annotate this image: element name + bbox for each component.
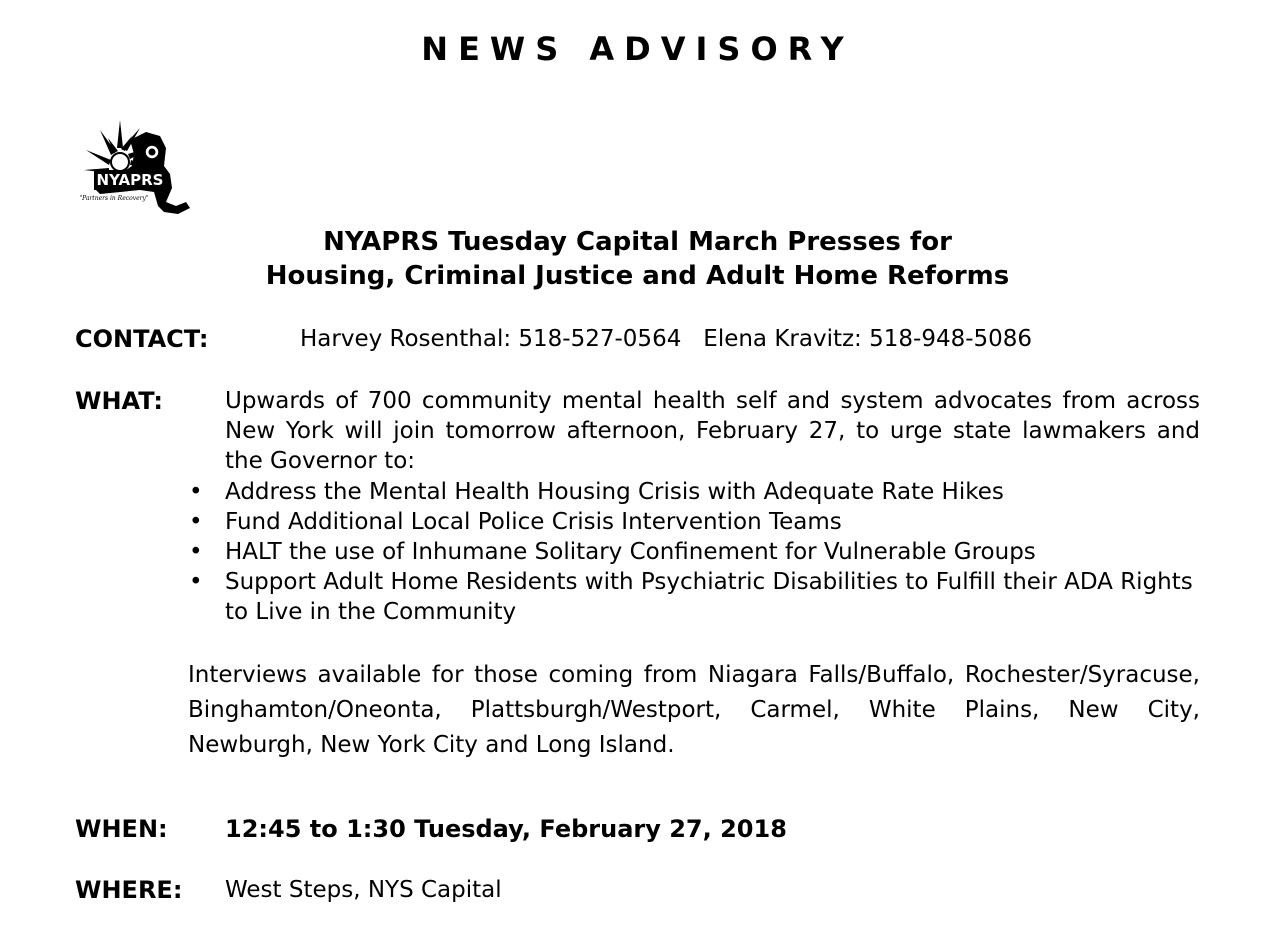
svg-text:"Partners in Recovery": "Partners in Recovery" bbox=[80, 195, 149, 202]
when-label: WHEN: bbox=[75, 815, 168, 843]
list-item: • Fund Additional Local Police Crisis Intervention Teams bbox=[189, 509, 842, 535]
interviews-paragraph: Interviews available for those coming from Niagara Falls/Buffalo, Rochester/Syracuse, Binghamton/Oneonta, Plattsburgh/Westport, Carmel, White Plains, New City, Newburgh, New York City and Long Island. bbox=[188, 662, 1200, 758]
bullet-symbol: • bbox=[189, 509, 203, 535]
list-item: • HALT the use of Inhumane Solitary Confinement for Vulnerable Groups bbox=[189, 539, 1036, 565]
bullet-symbol: • bbox=[189, 569, 203, 595]
when-value: 12:45 to 1:30 Tuesday, February 27, 2018 bbox=[225, 815, 787, 843]
where-value: West Steps, NYS Capital bbox=[225, 877, 502, 903]
where-label: WHERE: bbox=[75, 876, 183, 904]
contact-person-1: Harvey Rosenthal: 518-527-0564 bbox=[300, 326, 682, 352]
headline-line-2: Housing, Criminal Justice and Adult Home Reforms bbox=[265, 261, 1010, 291]
headline-line-1: NYAPRS Tuesday Capital March Presses for bbox=[323, 227, 952, 257]
svg-text:NYAPRS: NYAPRS bbox=[96, 171, 164, 189]
news-advisory-title: NEWS ADVISORY bbox=[421, 30, 854, 68]
bullet-symbol: • bbox=[189, 539, 203, 565]
contact-label: CONTACT: bbox=[75, 325, 209, 353]
nyaprs-logo bbox=[80, 118, 195, 218]
list-item: • Address the Mental Health Housing Crisis with Adequate Rate Hikes bbox=[189, 479, 1004, 505]
contact-person-2: Elena Kravitz: 518-948-5086 bbox=[703, 326, 1033, 352]
bullet-symbol: • bbox=[189, 479, 203, 505]
what-bullet-list bbox=[185, 477, 1200, 627]
list-item: • Support Adult Home Residents with Psychiatric Disabilities to Fulfill their ADA Rights to Live in the Community bbox=[189, 569, 1193, 625]
what-label: WHAT: bbox=[75, 387, 163, 415]
contact-value bbox=[300, 324, 1032, 354]
what-intro: Upwards of 700 community mental health self and system advocates from across New York will join tomorrow afternoon, February 27, to urge state lawmakers and the Governor to: bbox=[225, 388, 1200, 474]
